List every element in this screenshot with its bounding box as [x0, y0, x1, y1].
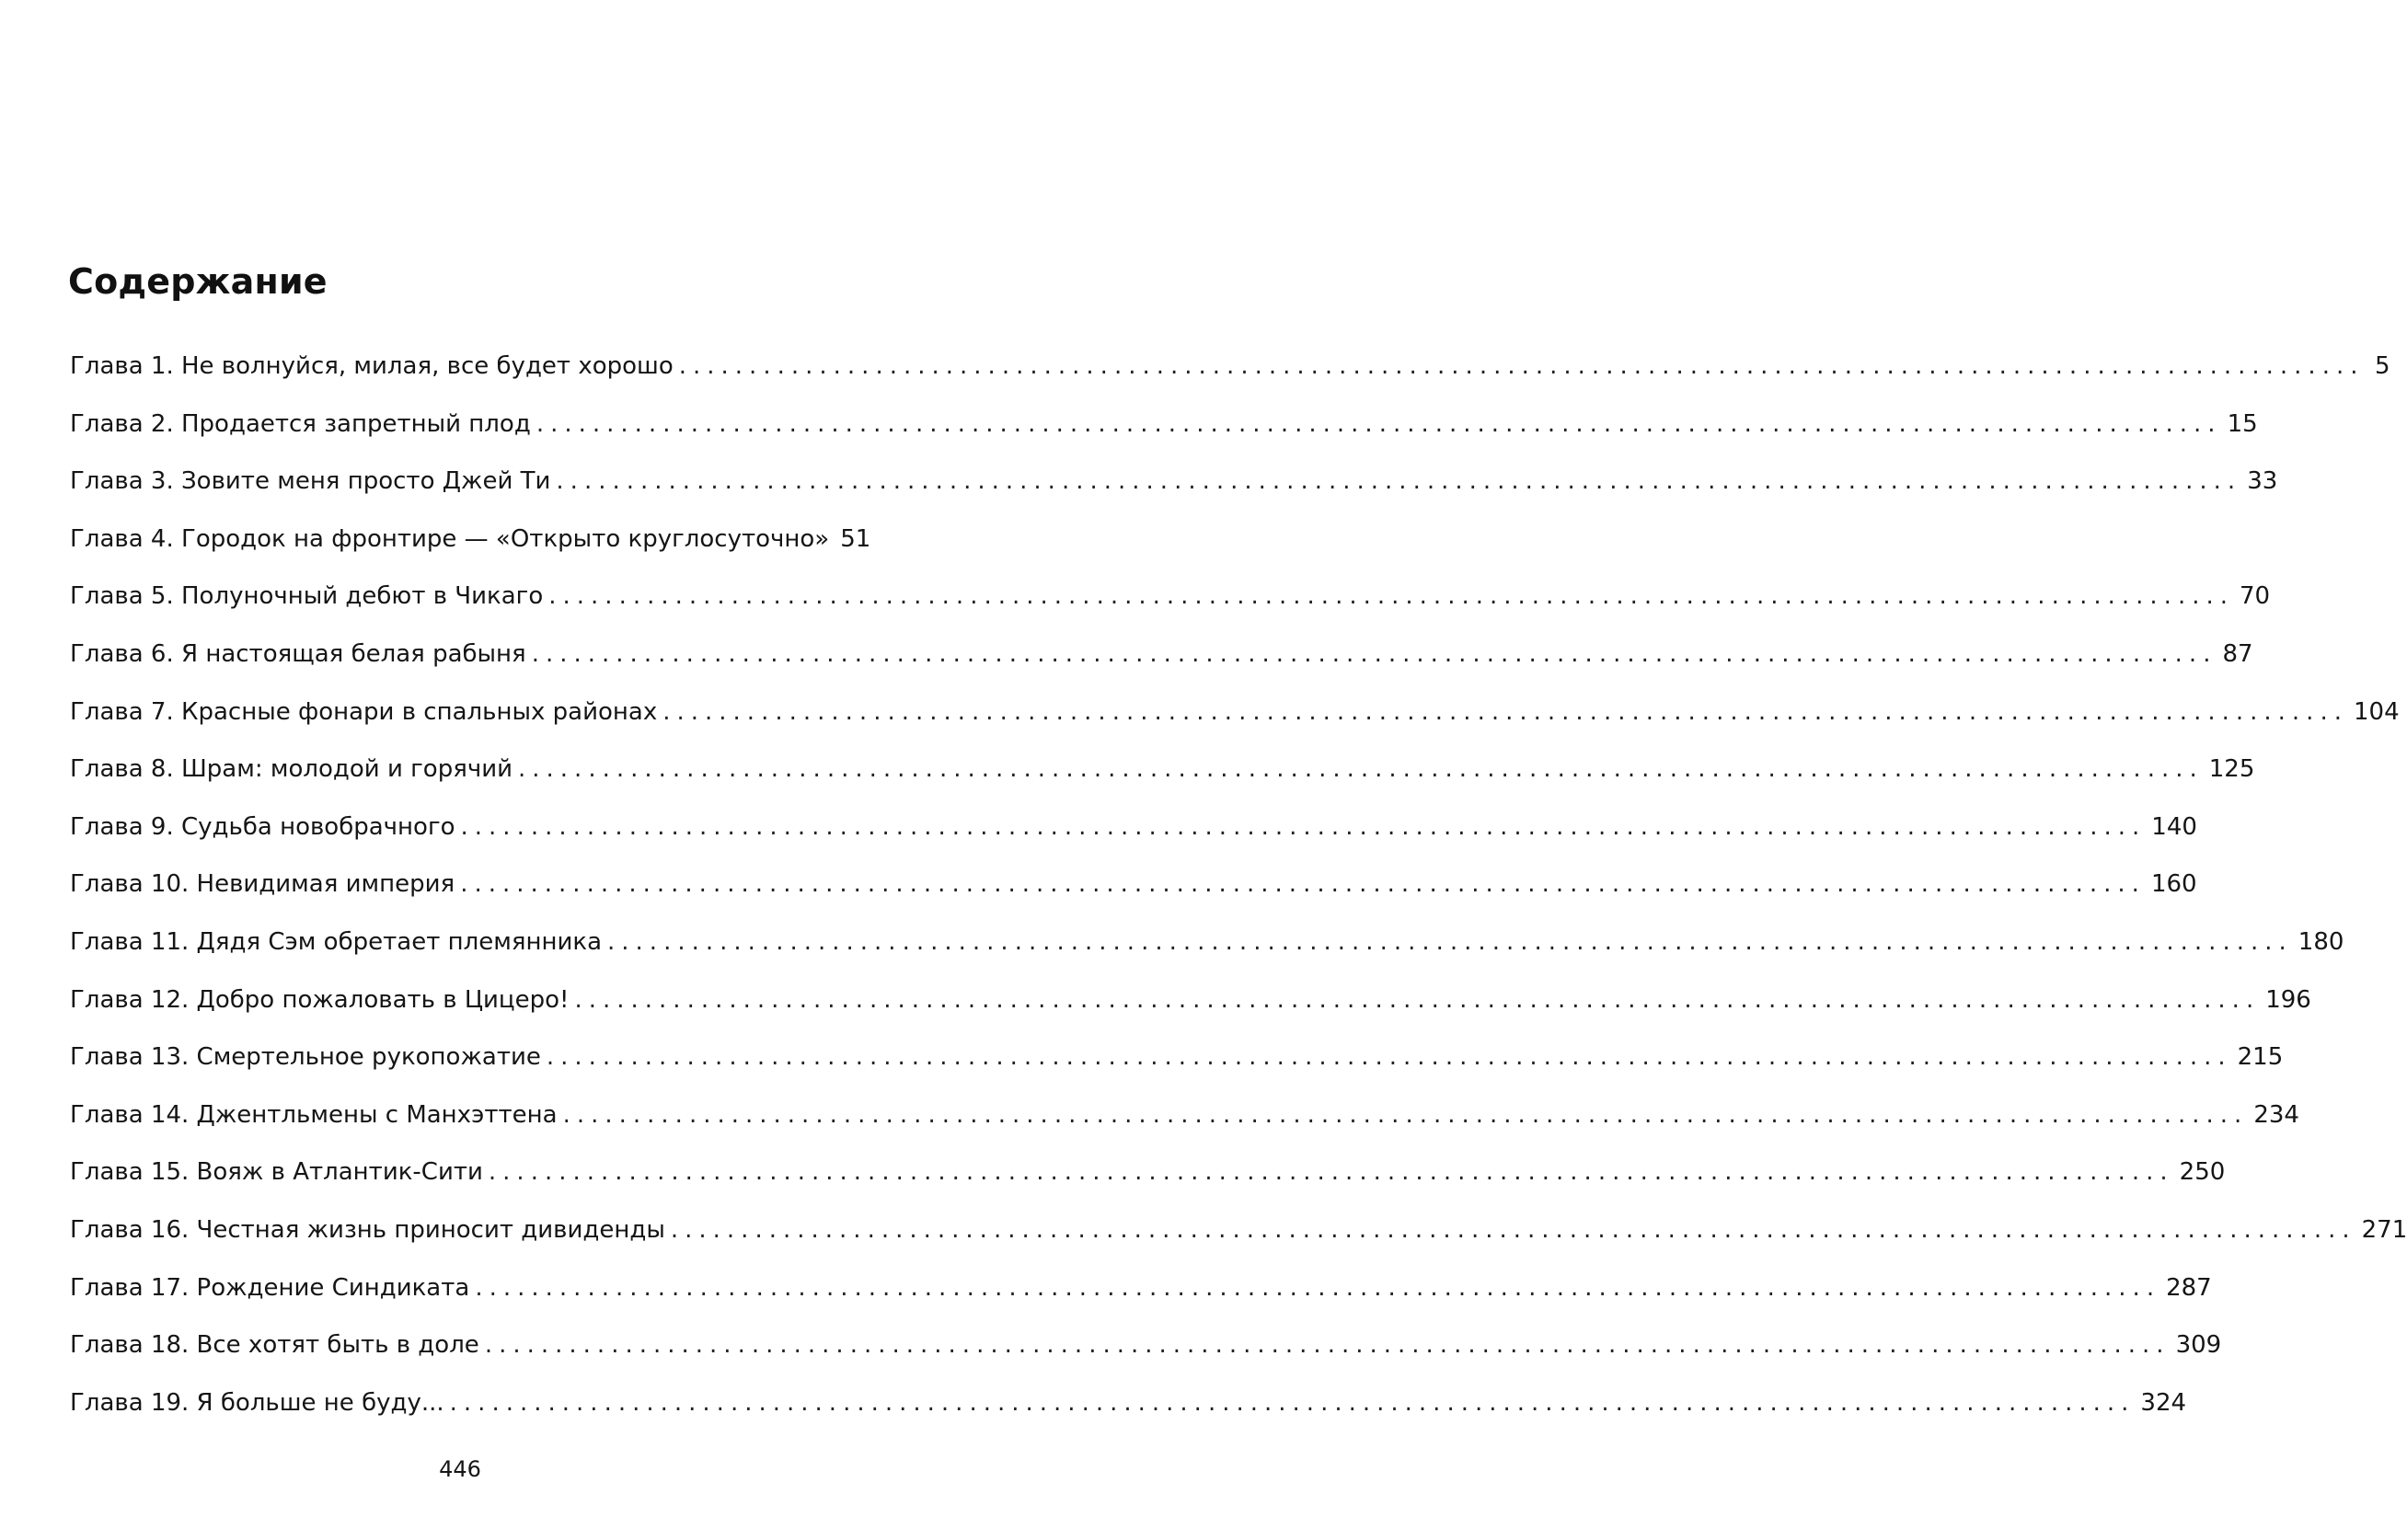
- toc-entry-title: Глава 18. Все хотят быть в доле: [70, 1331, 479, 1360]
- toc-entry-page: 140: [2151, 812, 2197, 841]
- table-of-contents: [70, 350, 2407, 1443]
- toc-entry-title: Глава 2. Продается запретный плод: [70, 409, 531, 438]
- toc-entry-title: Глава 7. Красные фонари в спальных районах: [70, 697, 658, 726]
- toc-entry: [70, 1328, 2222, 1386]
- toc-dot-leader: ........................................................................................................................: [574, 985, 2261, 1014]
- toc-entry: [70, 408, 2258, 465]
- toc-dot-leader: ........................................................................................................................: [548, 582, 2235, 611]
- toc-entry-title: Глава 3. Зовите меня просто Джей Ти: [70, 467, 551, 496]
- toc-entry-title: Глава 8. Шрам: молодой и горячий: [70, 755, 512, 784]
- toc-entry: [70, 580, 2271, 638]
- toc-entry-page: 271: [2361, 1215, 2407, 1244]
- toc-dot-leader: ........................................................................................................................: [531, 639, 2217, 668]
- toc-entry-page: 87: [2222, 639, 2253, 668]
- toc-entry-title: Глава 11. Дядя Сэм обретает племянника: [70, 927, 603, 956]
- page-number: 446: [439, 1456, 481, 1482]
- toc-entry: [70, 983, 2311, 1041]
- toc-dot-leader: ........................................................................................................................: [546, 1043, 2232, 1072]
- toc-dot-leader: ........................................................................................................................: [488, 1158, 2174, 1187]
- toc-entry-page: 250: [2179, 1158, 2226, 1187]
- toc-entry-page: 51: [840, 524, 871, 553]
- toc-entry: [70, 638, 2253, 695]
- toc-entry-title: Глава 4. Городок на фронтире — «Открыто круглосуточно»: [70, 524, 830, 553]
- toc-dot-leader: ........................................................................................................................: [562, 1100, 2249, 1129]
- toc-dot-leader: ........................................................................................................................: [484, 1331, 2171, 1360]
- toc-dot-leader: ........................................................................................................................: [449, 1388, 2136, 1417]
- toc-entry: [70, 925, 2344, 983]
- toc-entry-page: 15: [2227, 409, 2258, 438]
- toc-dot-leader: ........................................................................................................................: [670, 1215, 2356, 1244]
- toc-dot-leader: ........................................................................................................................: [518, 755, 2204, 784]
- toc-dot-leader: ........................................................................................................................: [607, 927, 2293, 956]
- toc-dot-leader: ........................................................................................................................: [460, 812, 2147, 841]
- toc-entry-page: 5: [2374, 352, 2390, 380]
- toc-entry-title: Глава 16. Честная жизнь приносит дивиденды: [70, 1215, 665, 1244]
- toc-entry: [70, 1040, 2284, 1098]
- toc-entry: [70, 1098, 2299, 1156]
- toc-entry: [70, 695, 2400, 753]
- toc-entry: [70, 753, 2255, 810]
- toc-entry-title: Глава 9. Судьба новобрачного: [70, 812, 455, 841]
- toc-entry-title: Глава 6. Я настоящая белая рабыня: [70, 639, 526, 668]
- toc-entry: [70, 868, 2197, 925]
- toc-entry: [70, 1213, 2407, 1271]
- toc-dot-leader: ........................................................................................................................: [475, 1273, 2161, 1302]
- toc-entry-title: Глава 10. Невидимая империя: [70, 870, 455, 899]
- toc-entry: [70, 465, 2278, 523]
- toc-dot-leader: ........................................................................................................................: [536, 409, 2222, 438]
- toc-entry-page: 287: [2166, 1273, 2212, 1302]
- toc-dot-leader: ........................................................................................................................: [556, 467, 2242, 496]
- toc-entry-page: 234: [2253, 1100, 2299, 1129]
- toc-entry-title: Глава 15. Вояж в Атлантик-Сити: [70, 1158, 483, 1187]
- toc-entry-page: 160: [2150, 870, 2197, 899]
- toc-entry-page: 70: [2240, 582, 2271, 611]
- toc-entry-page: 125: [2208, 755, 2255, 784]
- page-title: Содержание: [68, 261, 328, 302]
- toc-dot-leader: ........................................................................................................................: [460, 870, 2146, 899]
- toc-entry-page: 196: [2265, 985, 2311, 1014]
- toc-entry: [70, 1386, 2187, 1444]
- toc-entry: [70, 1271, 2212, 1329]
- toc-entry-title: Глава 17. Рождение Синдиката: [70, 1273, 470, 1302]
- toc-dot-leader: ........................................................................................................................: [678, 352, 2365, 380]
- toc-entry-page: 309: [2175, 1331, 2222, 1360]
- toc-entry: [70, 810, 2197, 868]
- toc-entry-title: Глава 13. Смертельное рукопожатие: [70, 1043, 541, 1072]
- toc-entry-title: Глава 12. Добро пожаловать в Цицеро!: [70, 985, 570, 1014]
- toc-entry-page: 104: [2353, 697, 2400, 726]
- toc-entry-title: Глава 14. Джентльмены с Манхэттена: [70, 1100, 558, 1129]
- toc-entry-page: 180: [2298, 927, 2344, 956]
- toc-dot-leader: ........................................................................................................................: [662, 697, 2348, 726]
- toc-entry: [70, 523, 871, 580]
- toc-entry-page: 33: [2247, 467, 2278, 496]
- toc-entry: [70, 1155, 2226, 1213]
- toc-entry-page: 215: [2237, 1043, 2284, 1072]
- toc-entry: [70, 350, 2390, 408]
- toc-entry-title: Глава 1. Не волнуйся, милая, все будет хорошо: [70, 352, 674, 380]
- toc-entry-title: Глава 5. Полуночный дебют в Чикаго: [70, 582, 544, 611]
- toc-entry-title: Глава 19. Я больше не буду...: [70, 1388, 444, 1417]
- toc-entry-page: 324: [2140, 1388, 2187, 1417]
